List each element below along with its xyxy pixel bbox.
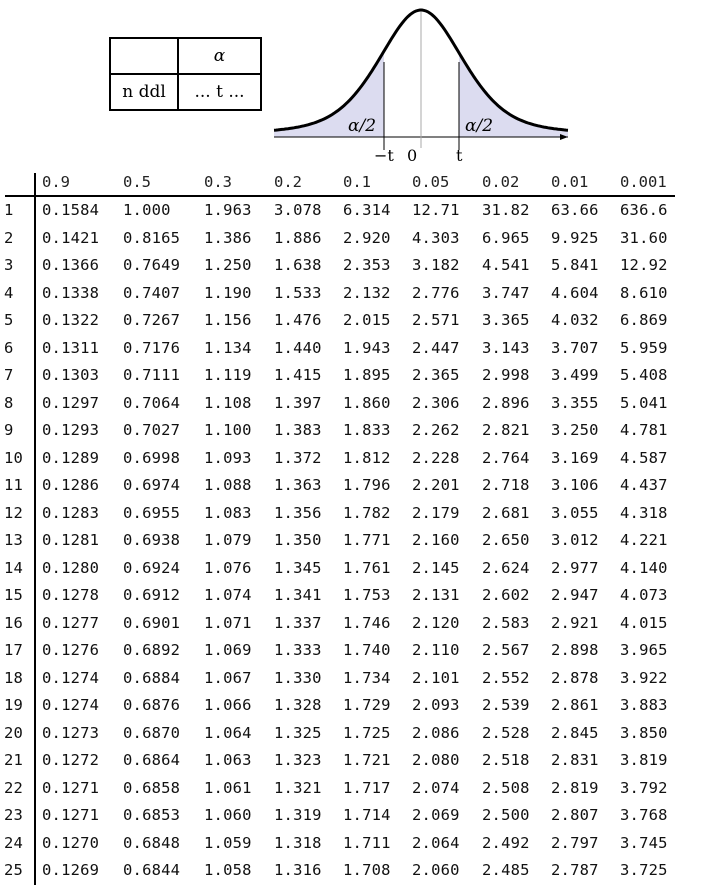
table-cell: 3.819 xyxy=(620,751,668,769)
ddl-cell: 16 xyxy=(4,613,24,632)
neg-t-label: −t xyxy=(374,146,394,165)
table-row xyxy=(0,775,675,802)
ddl-cell: 25 xyxy=(4,861,24,879)
table-cell: 1.833 xyxy=(343,421,391,439)
table-cell: 1.440 xyxy=(274,338,322,357)
table-cell: 3.055 xyxy=(551,503,599,522)
table-cell: 1.782 xyxy=(343,503,391,522)
table-cell: 2.896 xyxy=(482,393,530,412)
table-cell: 2.898 xyxy=(551,641,599,659)
table-cell: 2.064 xyxy=(412,833,460,852)
table-cell: 1.860 xyxy=(343,393,391,412)
table-cell: 1.328 xyxy=(274,696,322,714)
table-cell: 31.60 xyxy=(620,228,668,247)
ddl-cell: 4 xyxy=(4,283,14,302)
ddl-cell: 23 xyxy=(4,806,24,824)
table-cell: 5.841 xyxy=(551,256,599,274)
table-cell: 0.6858 xyxy=(123,778,181,797)
table-cell: 2.539 xyxy=(482,696,530,714)
table-cell: 0.1286 xyxy=(42,476,100,494)
table-cell: 3.922 xyxy=(620,668,668,687)
table-cell: 2.228 xyxy=(412,448,460,467)
table-cell: 3.707 xyxy=(551,338,599,357)
table-cell: 3.169 xyxy=(551,448,599,467)
table-cell: 2.764 xyxy=(482,448,530,467)
table-cell: 4.140 xyxy=(620,558,668,577)
table-cell: 1.963 xyxy=(204,201,252,219)
alpha-header-cell: 0.05 xyxy=(412,173,450,191)
table-cell: 0.6892 xyxy=(123,641,181,659)
table-cell: 1.356 xyxy=(274,503,322,522)
table-cell: 4.781 xyxy=(620,421,668,439)
table-cell: 1.079 xyxy=(204,531,252,549)
table-row xyxy=(0,527,675,554)
table-cell: 2.807 xyxy=(551,806,599,824)
table-cell: 0.1274 xyxy=(42,696,100,714)
table-row xyxy=(0,857,675,884)
table-cell: 2.069 xyxy=(412,806,460,824)
table-cell: 3.499 xyxy=(551,366,599,384)
legend-alpha: α xyxy=(178,38,261,74)
table-cell: 2.583 xyxy=(482,613,530,632)
table-cell: 5.959 xyxy=(620,338,668,357)
table-cell: 2.131 xyxy=(412,586,460,604)
ddl-cell: 22 xyxy=(4,778,24,797)
table-cell: 0.1322 xyxy=(42,311,100,329)
table-cell: 1.190 xyxy=(204,283,252,302)
table-cell: 1.059 xyxy=(204,833,252,852)
table-cell: 2.977 xyxy=(551,558,599,577)
table-cell: 1.318 xyxy=(274,833,322,852)
table-row xyxy=(0,307,675,334)
table-cell: 1.363 xyxy=(274,476,322,494)
ddl-cell: 5 xyxy=(4,311,14,329)
table-cell: 2.650 xyxy=(482,531,530,549)
table-cell: 0.7267 xyxy=(123,311,181,329)
table-cell: 2.602 xyxy=(482,586,530,604)
table-cell: 1.108 xyxy=(204,393,252,412)
table-cell: 2.015 xyxy=(343,311,391,329)
table-cell: 1.333 xyxy=(274,641,322,659)
table-cell: 3.182 xyxy=(412,256,460,274)
table-cell: 1.060 xyxy=(204,806,252,824)
table-cell: 3.355 xyxy=(551,393,599,412)
ddl-cell: 19 xyxy=(4,696,24,714)
table-cell: 2.718 xyxy=(482,476,530,494)
table-cell: 0.6924 xyxy=(123,558,181,577)
table-cell: 2.179 xyxy=(412,503,460,522)
table-cell: 636.6 xyxy=(620,201,668,219)
table-cell: 1.061 xyxy=(204,778,252,797)
ddl-cell: 2 xyxy=(4,228,14,247)
table-cell: 0.6853 xyxy=(123,806,181,824)
table-cell: 0.6998 xyxy=(123,448,181,467)
table-cell: 4.587 xyxy=(620,448,668,467)
table-row xyxy=(0,830,675,857)
table-cell: 1.316 xyxy=(274,861,322,879)
table-cell: 3.883 xyxy=(620,696,668,714)
ddl-cell: 8 xyxy=(4,393,14,412)
table-cell: 1.323 xyxy=(274,751,322,769)
table-cell: 0.1280 xyxy=(42,558,100,577)
table-cell: 1.708 xyxy=(343,861,391,879)
table-row xyxy=(0,637,675,664)
table-cell: 1.740 xyxy=(343,641,391,659)
table-cell: 3.078 xyxy=(274,201,322,219)
table-cell: 2.365 xyxy=(412,366,460,384)
table-cell: 2.528 xyxy=(482,723,530,742)
ddl-cell: 1 xyxy=(4,201,14,219)
table-cell: 0.1366 xyxy=(42,256,100,274)
alpha-header-cell: 0.02 xyxy=(482,173,520,191)
table-cell: 0.6844 xyxy=(123,861,181,879)
table-cell: 9.925 xyxy=(551,228,599,247)
table-cell: 0.1270 xyxy=(42,833,100,852)
table-cell: 0.6974 xyxy=(123,476,181,494)
table-cell: 0.1338 xyxy=(42,283,100,302)
table-cell: 0.6876 xyxy=(123,696,181,714)
pos-t-label: t xyxy=(456,146,463,165)
table-cell: 2.920 xyxy=(343,228,391,247)
alpha-header-cell: 0.5 xyxy=(123,173,151,191)
table-cell: 1.746 xyxy=(343,613,391,632)
table-cell: 1.064 xyxy=(204,723,252,742)
table-cell: 1.533 xyxy=(274,283,322,302)
table-cell: 1.058 xyxy=(204,861,252,879)
table-row xyxy=(0,555,675,582)
table-cell: 4.221 xyxy=(620,531,668,549)
table-row xyxy=(0,335,675,362)
table-cell: 12.92 xyxy=(620,256,668,274)
legend-table xyxy=(109,37,262,111)
table-cell: 2.306 xyxy=(412,393,460,412)
table-cell: 2.492 xyxy=(482,833,530,852)
table-cell: 2.861 xyxy=(551,696,599,714)
table-cell: 1.734 xyxy=(343,668,391,687)
ddl-cell: 13 xyxy=(4,531,24,549)
table-cell: 2.262 xyxy=(412,421,460,439)
table-cell: 1.083 xyxy=(204,503,252,522)
table-cell: 2.878 xyxy=(551,668,599,687)
table-cell: 0.1272 xyxy=(42,751,100,769)
table-cell: 0.1289 xyxy=(42,448,100,467)
table-cell: 2.571 xyxy=(412,311,460,329)
table-cell: 2.821 xyxy=(482,421,530,439)
ddl-cell: 21 xyxy=(4,751,24,769)
table-cell: 1.000 xyxy=(123,201,171,219)
table-cell: 0.7027 xyxy=(123,421,181,439)
table-cell: 3.745 xyxy=(620,833,668,852)
table-cell: 1.071 xyxy=(204,613,252,632)
table-row xyxy=(0,802,675,829)
table-cell: 1.345 xyxy=(274,558,322,577)
table-cell: 1.330 xyxy=(274,668,322,687)
table-cell: 3.143 xyxy=(482,338,530,357)
table-cell: 0.1303 xyxy=(42,366,100,384)
table-cell: 0.1293 xyxy=(42,421,100,439)
table-cell: 1.886 xyxy=(274,228,322,247)
table-cell: 1.476 xyxy=(274,311,322,329)
table-cell: 3.965 xyxy=(620,641,668,659)
table-cell: 1.638 xyxy=(274,256,322,274)
table-cell: 5.041 xyxy=(620,393,668,412)
table-cell: 1.386 xyxy=(204,228,252,247)
table-cell: 31.82 xyxy=(482,201,530,219)
table-cell: 3.250 xyxy=(551,421,599,439)
table-cell: 0.6901 xyxy=(123,613,181,632)
table-cell: 4.541 xyxy=(482,256,530,274)
table-cell: 0.6864 xyxy=(123,751,181,769)
table-cell: 0.1271 xyxy=(42,778,100,797)
table-cell: 1.066 xyxy=(204,696,252,714)
table-cell: 2.500 xyxy=(482,806,530,824)
table-cell: 0.6884 xyxy=(123,668,181,687)
table-cell: 0.7407 xyxy=(123,283,181,302)
table-cell: 2.681 xyxy=(482,503,530,522)
ddl-cell: 6 xyxy=(4,338,14,357)
ddl-cell: 7 xyxy=(4,366,14,384)
alpha-header-cell: 0.01 xyxy=(551,173,589,191)
ddl-cell: 24 xyxy=(4,833,24,852)
table-row xyxy=(0,582,675,609)
table-cell: 1.119 xyxy=(204,366,252,384)
table-cell: 4.604 xyxy=(551,283,599,302)
legend-ddl-label: n ddl xyxy=(110,74,178,110)
table-cell: 1.717 xyxy=(343,778,391,797)
zero-label: 0 xyxy=(407,146,418,165)
table-cell: 2.101 xyxy=(412,668,460,687)
table-cell: 0.7176 xyxy=(123,338,181,357)
table-cell: 4.303 xyxy=(412,228,460,247)
table-cell: 1.895 xyxy=(343,366,391,384)
table-row xyxy=(0,390,675,417)
table-cell: 1.156 xyxy=(204,311,252,329)
table-cell: 1.341 xyxy=(274,586,322,604)
table-cell: 1.100 xyxy=(204,421,252,439)
table-cell: 12.71 xyxy=(412,201,460,219)
table-cell: 2.160 xyxy=(412,531,460,549)
ddl-cell: 20 xyxy=(4,723,24,742)
table-row xyxy=(0,472,675,499)
table-cell: 3.747 xyxy=(482,283,530,302)
table-cell: 1.753 xyxy=(343,586,391,604)
legend-empty-cell xyxy=(110,38,178,74)
table-cell: 2.447 xyxy=(412,338,460,357)
table-row xyxy=(0,720,675,747)
table-cell: 1.721 xyxy=(343,751,391,769)
table-cell: 1.076 xyxy=(204,558,252,577)
table-cell: 2.831 xyxy=(551,751,599,769)
table-cell: 0.1277 xyxy=(42,613,100,632)
table-cell: 1.714 xyxy=(343,806,391,824)
table-cell: 0.1584 xyxy=(42,201,100,219)
table-row xyxy=(0,445,675,472)
table-cell: 1.397 xyxy=(274,393,322,412)
legend-t-label: ... t ... xyxy=(178,74,261,110)
table-cell: 0.1283 xyxy=(42,503,100,522)
table-cell: 1.383 xyxy=(274,421,322,439)
table-cell: 2.132 xyxy=(343,283,391,302)
ddl-cell: 9 xyxy=(4,421,14,439)
ddl-cell: 15 xyxy=(4,586,24,604)
table-cell: 1.063 xyxy=(204,751,252,769)
table-cell: 2.120 xyxy=(412,613,460,632)
table-cell: 2.552 xyxy=(482,668,530,687)
table-cell: 1.088 xyxy=(204,476,252,494)
ddl-cell: 12 xyxy=(4,503,24,522)
alpha-header-cell: 0.1 xyxy=(343,173,371,191)
table-cell: 0.6955 xyxy=(123,503,181,522)
table-cell: 2.145 xyxy=(412,558,460,577)
table-cell: 0.1271 xyxy=(42,806,100,824)
table-cell: 0.1281 xyxy=(42,531,100,549)
table-cell: 0.1421 xyxy=(42,228,100,247)
table-cell: 2.485 xyxy=(482,861,530,879)
table-cell: 3.850 xyxy=(620,723,668,742)
table-row xyxy=(0,252,675,279)
table-cell: 1.729 xyxy=(343,696,391,714)
table-cell: 2.787 xyxy=(551,861,599,879)
table-cell: 3.768 xyxy=(620,806,668,824)
table-cell: 3.792 xyxy=(620,778,668,797)
table-cell: 3.365 xyxy=(482,311,530,329)
ddl-cell: 10 xyxy=(4,448,24,467)
ddl-cell: 11 xyxy=(4,476,24,494)
table-cell: 1.761 xyxy=(343,558,391,577)
alpha-header-cell: 0.2 xyxy=(274,173,302,191)
table-cell: 4.032 xyxy=(551,311,599,329)
right-tail-label: α/2 xyxy=(465,116,494,136)
table-cell: 1.771 xyxy=(343,531,391,549)
table-row xyxy=(0,362,675,389)
table-cell: 2.110 xyxy=(412,641,460,659)
table-cell: 2.819 xyxy=(551,778,599,797)
table-cell: 4.015 xyxy=(620,613,668,632)
table-cell: 4.318 xyxy=(620,503,668,522)
table-cell: 6.869 xyxy=(620,311,668,329)
table-cell: 3.012 xyxy=(551,531,599,549)
table-cell: 0.6848 xyxy=(123,833,181,852)
table-cell: 0.1276 xyxy=(42,641,100,659)
table-row xyxy=(0,665,675,692)
alpha-header-cell: 0.9 xyxy=(42,173,70,191)
table-cell: 1.321 xyxy=(274,778,322,797)
table-cell: 1.711 xyxy=(343,833,391,852)
table-cell: 63.66 xyxy=(551,201,599,219)
table-cell: 0.8165 xyxy=(123,228,181,247)
ddl-cell: 14 xyxy=(4,558,24,577)
table-cell: 4.437 xyxy=(620,476,668,494)
table-cell: 2.508 xyxy=(482,778,530,797)
table-cell: 6.965 xyxy=(482,228,530,247)
table-cell: 2.921 xyxy=(551,613,599,632)
table-cell: 6.314 xyxy=(343,201,391,219)
table-cell: 2.567 xyxy=(482,641,530,659)
table-cell: 1.325 xyxy=(274,723,322,742)
table-cell: 2.776 xyxy=(412,283,460,302)
table-cell: 8.610 xyxy=(620,283,668,302)
table-cell: 2.074 xyxy=(412,778,460,797)
table-cell: 2.947 xyxy=(551,586,599,604)
table-cell: 3.725 xyxy=(620,861,668,879)
table-row xyxy=(0,500,675,527)
table-cell: 0.6912 xyxy=(123,586,181,604)
table-cell: 2.624 xyxy=(482,558,530,577)
alpha-header-cell: 0.3 xyxy=(204,173,232,191)
table-cell: 1.372 xyxy=(274,448,322,467)
table-row xyxy=(0,417,675,444)
table-cell: 0.1311 xyxy=(42,338,100,357)
table-cell: 1.337 xyxy=(274,613,322,632)
table-cell: 1.943 xyxy=(343,338,391,357)
table-cell: 1.067 xyxy=(204,668,252,687)
table-cell: 1.725 xyxy=(343,723,391,742)
table-cell: 2.353 xyxy=(343,256,391,274)
ddl-cell: 3 xyxy=(4,256,14,274)
table-cell: 0.1274 xyxy=(42,668,100,687)
table-row xyxy=(0,747,675,774)
table-cell: 2.060 xyxy=(412,861,460,879)
table-cell: 2.845 xyxy=(551,723,599,742)
table-cell: 0.1269 xyxy=(42,861,100,879)
table-cell: 3.106 xyxy=(551,476,599,494)
table-cell: 1.093 xyxy=(204,448,252,467)
table-cell: 1.415 xyxy=(274,366,322,384)
table-cell: 1.350 xyxy=(274,531,322,549)
table-cell: 0.1297 xyxy=(42,393,100,412)
table-cell: 0.7649 xyxy=(123,256,181,274)
table-cell: 0.6870 xyxy=(123,723,181,742)
table-row xyxy=(0,280,675,307)
table-cell: 5.408 xyxy=(620,366,668,384)
ddl-cell: 18 xyxy=(4,668,24,687)
table-row xyxy=(0,225,675,252)
left-tail-label: α/2 xyxy=(348,116,377,136)
table-cell: 1.250 xyxy=(204,256,252,274)
table-cell: 1.074 xyxy=(204,586,252,604)
table-cell: 1.319 xyxy=(274,806,322,824)
table-row xyxy=(0,692,675,719)
table-cell: 0.7111 xyxy=(123,366,181,384)
t-distribution-figure xyxy=(270,0,580,168)
table-cell: 2.086 xyxy=(412,723,460,742)
table-cell: 1.796 xyxy=(343,476,391,494)
table-cell: 1.812 xyxy=(343,448,391,467)
table-cell: 1.069 xyxy=(204,641,252,659)
ddl-cell: 17 xyxy=(4,641,24,659)
table-cell: 2.080 xyxy=(412,751,460,769)
table-cell: 0.1278 xyxy=(42,586,100,604)
alpha-header-row xyxy=(0,168,675,196)
table-cell: 2.518 xyxy=(482,751,530,769)
table-cell: 4.073 xyxy=(620,586,668,604)
table-cell: 0.1273 xyxy=(42,723,100,742)
table-cell: 0.7064 xyxy=(123,393,181,412)
table-cell: 2.093 xyxy=(412,696,460,714)
table-cell: 1.134 xyxy=(204,338,252,357)
alpha-header-cell: 0.001 xyxy=(620,173,667,191)
table-row xyxy=(0,197,675,224)
table-cell: 0.6938 xyxy=(123,531,181,549)
table-cell: 2.998 xyxy=(482,366,530,384)
table-cell: 2.201 xyxy=(412,476,460,494)
table-cell: 2.797 xyxy=(551,833,599,852)
table-row xyxy=(0,610,675,637)
